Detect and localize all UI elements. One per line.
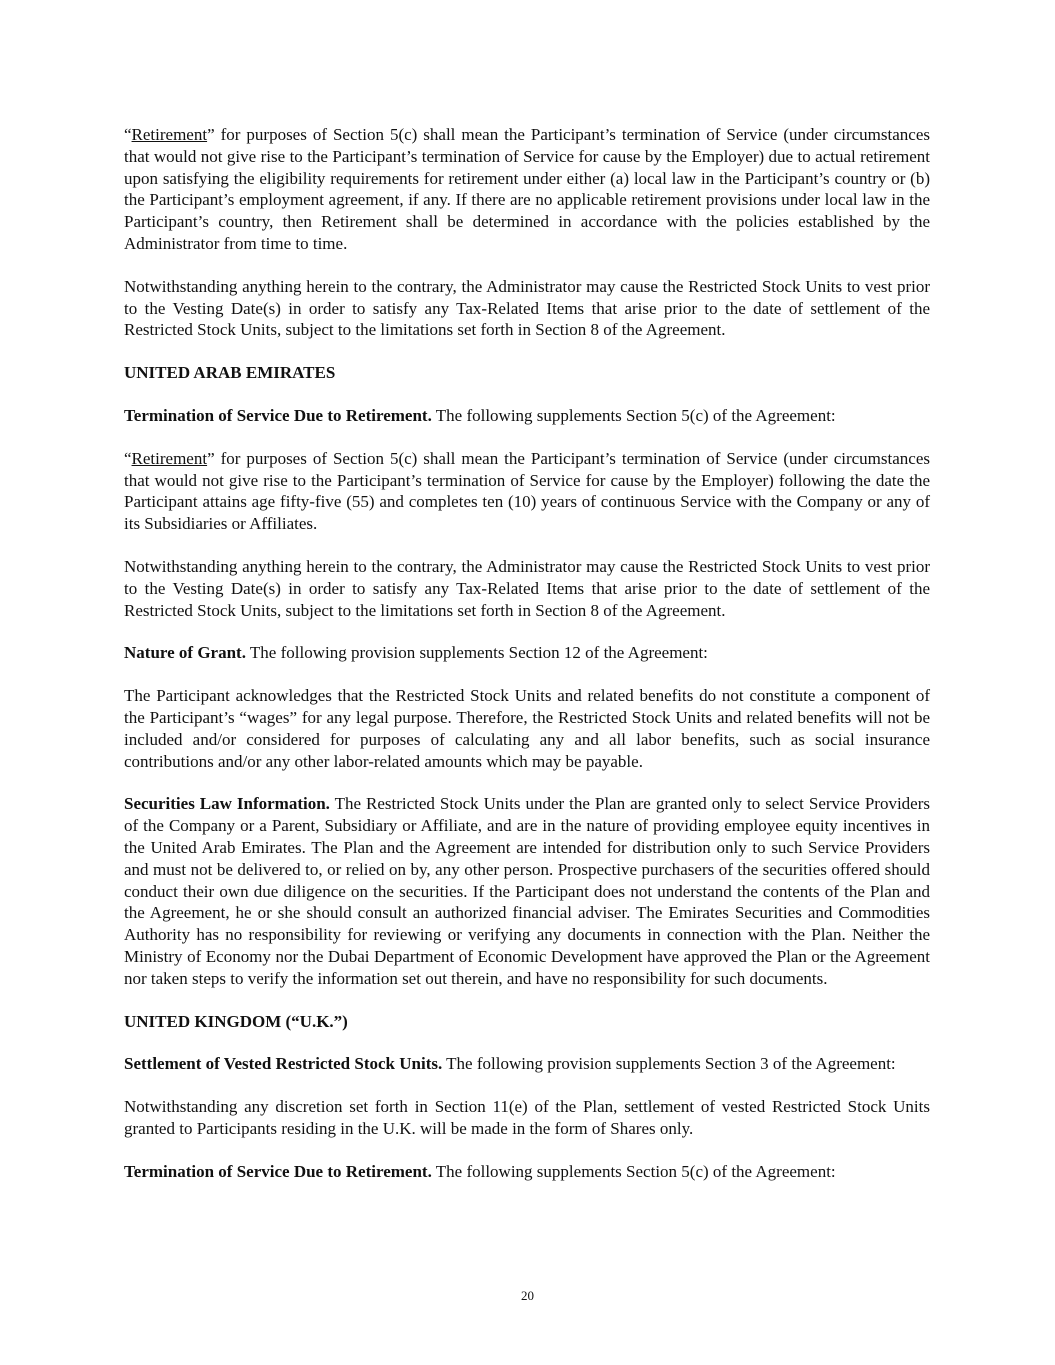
- paragraph-text: The following provision supplements Section 12 of the Agreement:: [245, 643, 708, 663]
- settlement-section: [124, 1053, 930, 1075]
- paragraph-text: ” for purposes of Section 5(c) shall mean the Participant’s termination of Service (under circumstances that would not give rise to the Participant’s termination of Service for cause by the Employer) due to actual retirement upon satisfying the eligibility requirements for retirement under either (a) local law in the Participant’s country or (b) the Participant’s employment agreement, if any. If there are no applicable retirement provisions under local law in the Participant’s country, then Retirement shall be determined in accordance with the policies established by the Administrator from time to time.: [124, 125, 930, 253]
- paragraph-text: ” for purposes of Section 5(c) shall mean the Participant’s termination of Service (under circumstances that would not give rise to the Participant’s termination of Service for cause by the Employer) following the date the Participant attains age fifty-five (55) and completes ten (10) years of continuous Service with the Company or any of its Subsidiaries or Affiliates.: [124, 448, 930, 534]
- country-heading-uk: UNITED KINGDOM (“U.K.”): [124, 1011, 348, 1031]
- uk-retirement-section: [124, 1161, 930, 1183]
- open-quote: “: [124, 448, 132, 468]
- uae-retirement-definition-paragraph: [124, 448, 930, 535]
- section-lead: Nature of Grant.: [124, 643, 246, 663]
- paragraph-text: The following supplements Section 5(c) of the Agreement:: [431, 405, 836, 425]
- paragraph-text: The following supplements Section 5(c) of the Agreement:: [431, 1161, 836, 1181]
- section-lead: Termination of Service Due to Retirement.: [124, 1161, 432, 1181]
- page-number: 20: [521, 1288, 534, 1303]
- section-lead: Termination of Service Due to Retirement.: [124, 405, 432, 425]
- section-lead: Securities Law Information.: [124, 794, 330, 814]
- uae-retirement-section: [124, 405, 930, 427]
- paragraph-text: The following provision supplements Section 3 of the Agreement:: [442, 1054, 896, 1074]
- defined-term-retirement: Retirement: [131, 125, 208, 144]
- nature-of-grant-section: [124, 642, 930, 664]
- section-lead: Settlement of Vested Restricted Stock Units.: [124, 1054, 443, 1074]
- securities-law-section: [124, 793, 930, 989]
- acknowledgement-paragraph: The Participant acknowledges that the Restricted Stock Units and related benefits do not constitute a component of the Participant’s “wages” for any legal purpose. Therefore, the Restricted Stock Units and related benefits will not be included and/or considered for purposes of calculating any and all labor benefits, such as social insurance contributions and/or any other labor-related amounts which may be payable.: [124, 686, 930, 771]
- retirement-definition-paragraph: [124, 124, 930, 255]
- paragraph-text: The Restricted Stock Units under the Plan are granted only to select Service Providers of the Company or a Parent, Subsidiary or Affiliate, and are in the nature of providing employee equity incentives in the United Arab Emirates. The Plan and the Agreement are intended for distribution only to such Service Providers and must not be delivered to, or relied on by, any other person. Prospective purchasers of the securities offered should conduct their own due diligence on the securities. If the Participant does not understand the contents of the Plan and the Agreement, he or she should consult an authorized financial adviser. The Emirates Securities and Commodities Authority has no responsibility for reviewing or verifying any documents in connection with the Plan. Neither the Ministry of Economy nor the Dubai Department of Economic Development have approved the Plan or the Agreement nor taken steps to verify the information set out therein, and have no responsibility for such documents.: [124, 794, 930, 988]
- open-quote: “: [124, 125, 132, 144]
- defined-term-retirement: Retirement: [131, 448, 208, 468]
- country-heading-uae: UNITED ARAB EMIRATES: [124, 363, 336, 383]
- early-vesting-paragraph: Notwithstanding anything herein to the contrary, the Administrator may cause the Restricted Stock Units to vest prior to the Vesting Date(s) in order to satisfy any Tax-Related Items that arise prior to the date of settlement of the Restricted Stock Units, subject to the limitations set forth in Section 8 of the Agreement.: [124, 276, 930, 340]
- uk-settlement-paragraph: Notwithstanding any discretion set forth in Section 11(e) of the Plan, settlement of vested Restricted Stock Units granted to Participants residing in the U.K. will be made in the form of Shares only.: [124, 1097, 930, 1138]
- uae-early-vesting-paragraph: Notwithstanding anything herein to the contrary, the Administrator may cause the Restricted Stock Units to vest prior to the Vesting Date(s) in order to satisfy any Tax-Related Items that arise prior to the date of settlement of the Restricted Stock Units, subject to the limitations set forth in Section 8 of the Agreement.: [124, 556, 930, 620]
- document-page: [124, 124, 930, 1203]
